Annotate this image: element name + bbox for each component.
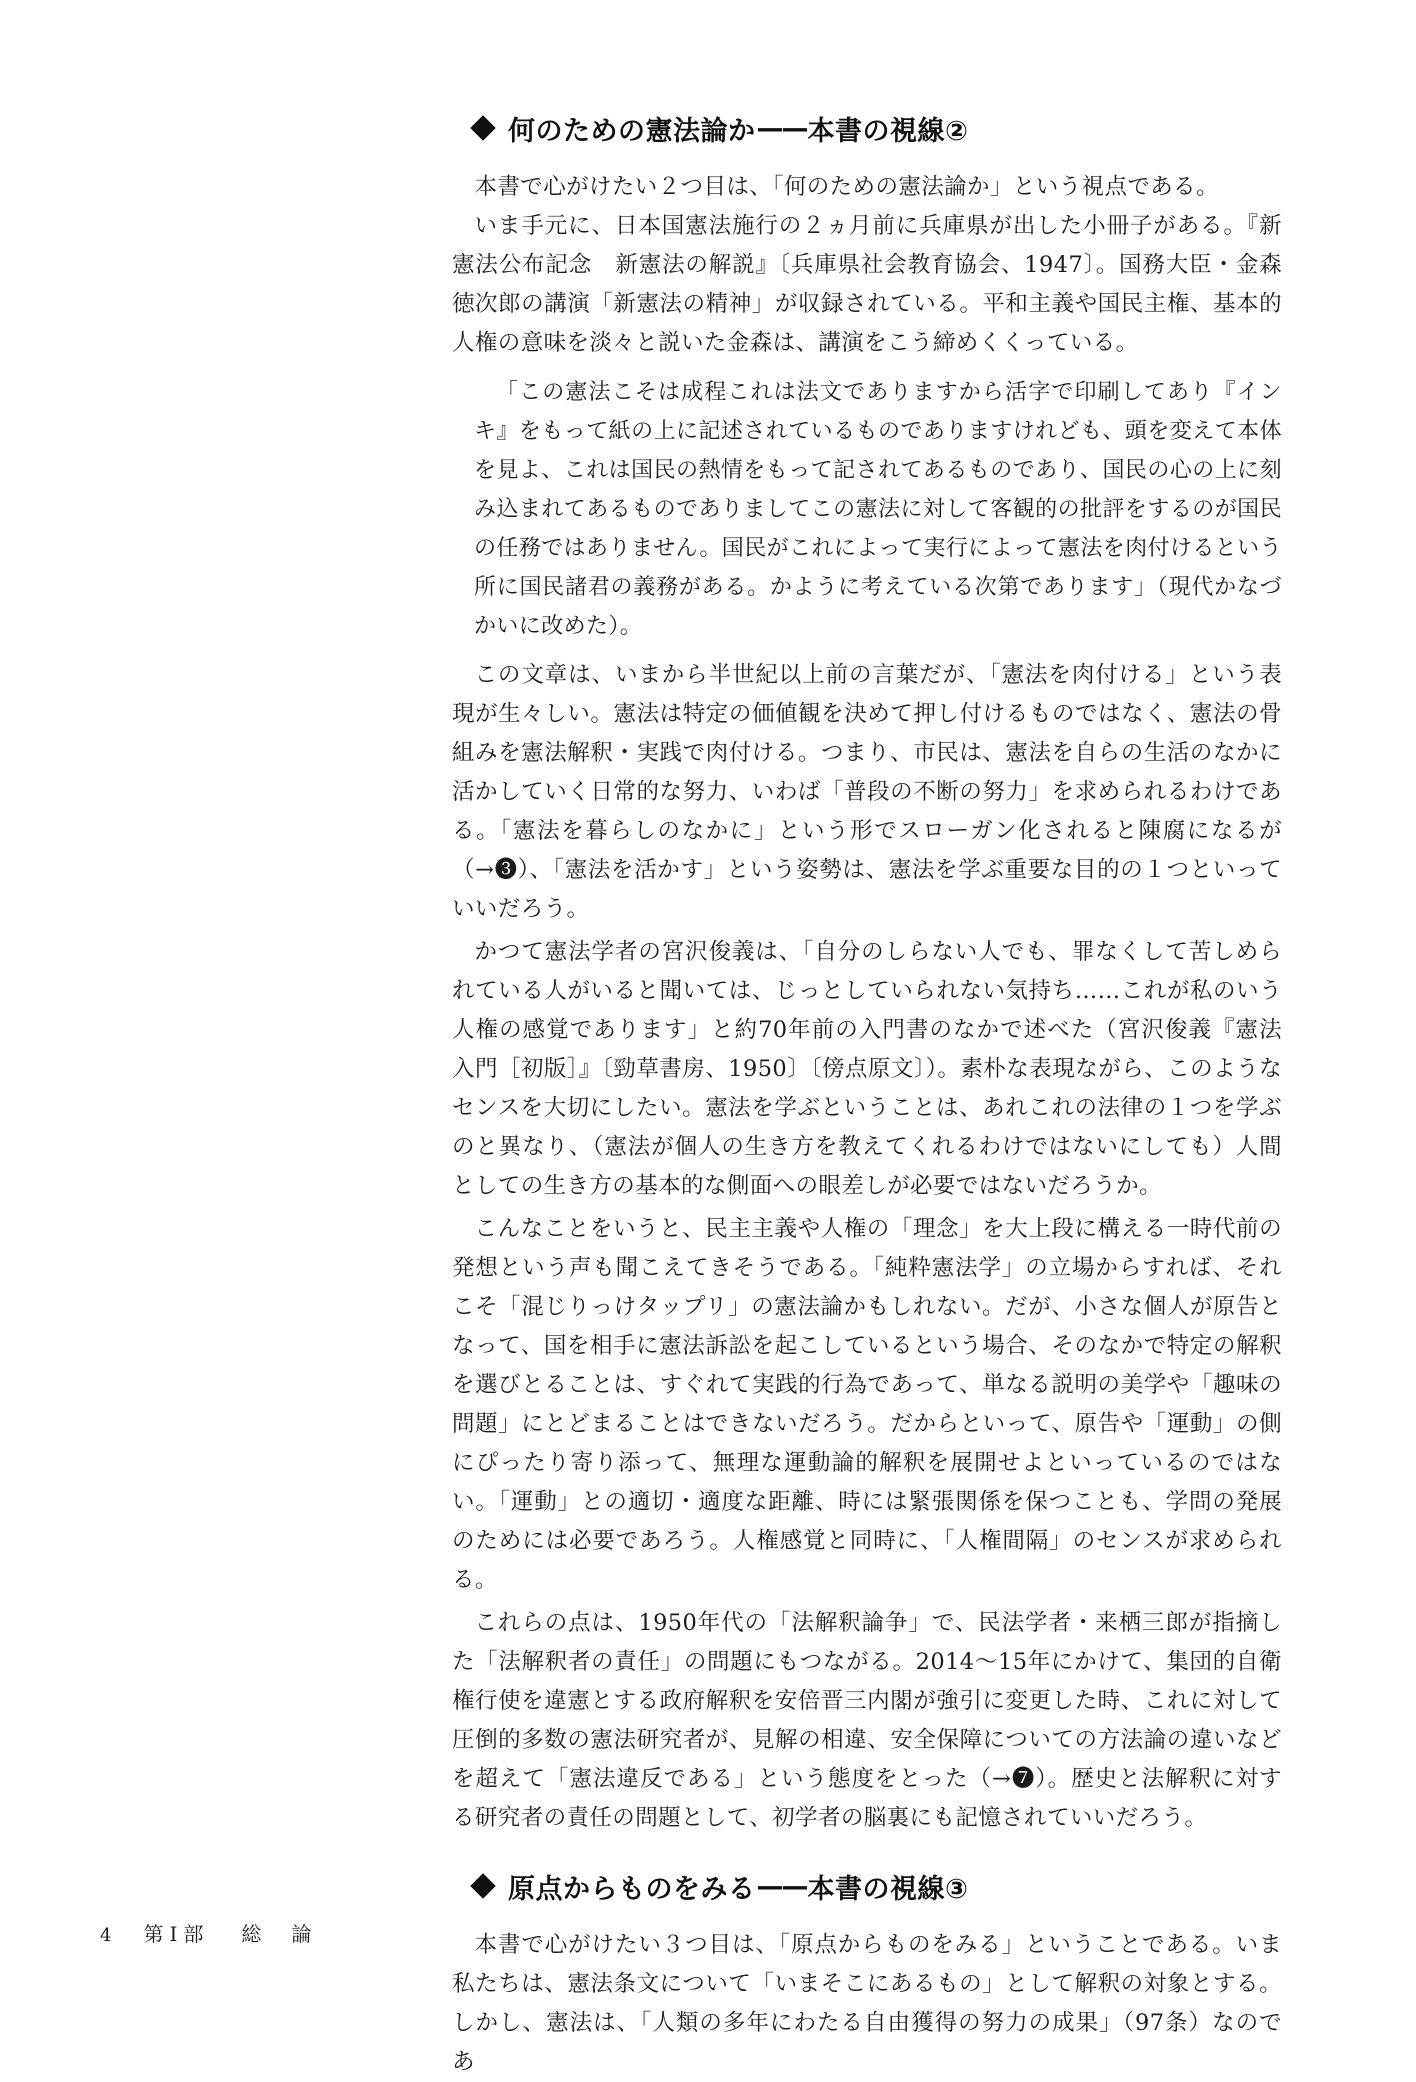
heading-title: 何のための憲法論か: [508, 115, 756, 147]
footer-section: 総論: [241, 1922, 342, 1946]
section-heading-purpose: [470, 98, 1282, 158]
paragraph: こんなことをいうと、民主主義や人権の「理念」を大上段に構える一時代前の発想という声も聞こえてきそうである。「純粋憲法学」の立場からすれば、それこそ「混じりっけタップリ」の憲法論かもしれない。だが、小さな個人が原告となって、国を相手に憲法訴訟を起こしているという場合、そのなかで特定の解釈を選びとることは、すぐれて実践的行為であって、単なる説明の美学や「趣味の問題」にとどまることはできないだろう。だからといって、原告や「運動」の側にぴったり寄り添って、無理な運動論的解釈を展開せよといっているのではない。「運動」との適切・適度な距離、時には緊張関係を保つことも、学問の発展のためには必要であろう。人権感覚と同時に、「人権間隔」のセンスが求められる。: [452, 1216, 1282, 1593]
heading-dash: ——: [756, 1870, 807, 1902]
block-quote: [474, 373, 1282, 646]
section-heading-origin: [470, 1856, 1282, 1916]
paragraph: かつて憲法学者の宮沢俊義は、「自分のしらない人でも、罪なくして苦しめられている人がいると聞いては、じっとしていられない気持ち……これが私のいう人権の感覚であります」と約70年前の入門書のなかで述べた（宮沢俊義『憲法入門［初版］』〔勁草書房、1950〕〔傍点原文〕）。素朴な表現ながら、このようなセンスを大切にしたい。憲法を学ぶということは、あれこれの法律の１つを学ぶのと異なり、（憲法が個人の生き方を教えてくれるわけではないにしても）人間としての生き方の基本的な側面への眼差しが必要ではないだろうか。: [452, 939, 1282, 1199]
footer-part: 第Ⅰ部: [143, 1922, 210, 1946]
quote-text: 「この憲法こそは成程これは法文でありますから活字で印刷してあり『インキ』をもって紙の上に記述されているものでありますけれども、頭を変えて本体を見よ、これは国民の熱情をもって記されてあるものであり、国民の心の上に刻み込まれてあるものでありましてこの憲法に対して客観的の批評をするのが国民の任務ではありません。国民がこれによって実行によって憲法を肉付けるという所に国民諸君の義務がある。かように考えている次第であります」（現代かなづかいに改めた）。: [474, 380, 1282, 639]
heading-subtitle: 本書の視線③: [807, 1873, 969, 1905]
paragraph: いま手元に、日本国憲法施行の２ヵ月前に兵庫県が出した小冊子がある。『新憲法公布記念 新憲法の解説』〔兵庫県社会教育協会、1947〕。国務大臣・金森徳次郎の講演「新憲法の精神」が収録されている。平和主義や国民主権、基本的人権の意味を淡々と説いた金森は、講演をこう締めくくっている。: [452, 213, 1282, 356]
paragraph: 本書で心がけたい３つ目は、「原点からものをみる」ということである。いま私たちは、憲法条文について「いまそこにあるもの」として解釈の対象とする。しかし、憲法は、「人類の多年にわたる自由獲得の努力の成果」（97条）なのであ: [452, 1932, 1282, 2075]
paragraph: この文章は、いまから半世紀以上前の言葉だが、「憲法を肉付ける」という表現が生々しい。憲法は特定の価値観を決めて押し付けるものではなく、憲法の骨組みを憲法解釈・実践で肉付ける。つまり、市民は、憲法を自らの生活のなかに活かしていく日常的な努力、いわば「普段の不断の努力」を求められるわけである。「憲法を暮らしのなかに」という形でスローガン化されると陳腐になるが（→❸）、「憲法を活かす」という姿勢は、憲法を学ぶ重要な目的の１つといっていいだろう。: [452, 662, 1282, 922]
page-footer: [100, 1918, 341, 1947]
heading-dash: ——: [756, 112, 807, 144]
main-column: [452, 98, 1282, 2082]
heading-title: 原点からものをみる: [508, 1873, 756, 1905]
heading-subtitle: 本書の視線②: [807, 115, 969, 147]
page-number: 4: [100, 1925, 112, 1946]
paragraph: 本書で心がけたい２つ目は、「何のための憲法論か」という視点である。: [474, 174, 1219, 200]
paragraph: これらの点は、1950年代の「法解釈論争」で、民法学者・来栖三郎が指摘した「法解釈者の責任」の問題にもつながる。2014～15年にかけて、集団的自衛権行使を違憲とする政府解釈を安倍晋三内閣が強引に変更した時、これに対して圧倒的多数の憲法研究者が、見解の相違、安全保障についての方法論の違いなどを超えて「憲法違反である」という態度をとった（→❼）。歴史と法解釈に対する研究者の責任の問題として、初学者の脳裏にも記憶されていいだろう。: [452, 1610, 1282, 1831]
diamond-bullet-icon: [470, 1873, 495, 1898]
diamond-bullet-icon: [470, 115, 495, 140]
